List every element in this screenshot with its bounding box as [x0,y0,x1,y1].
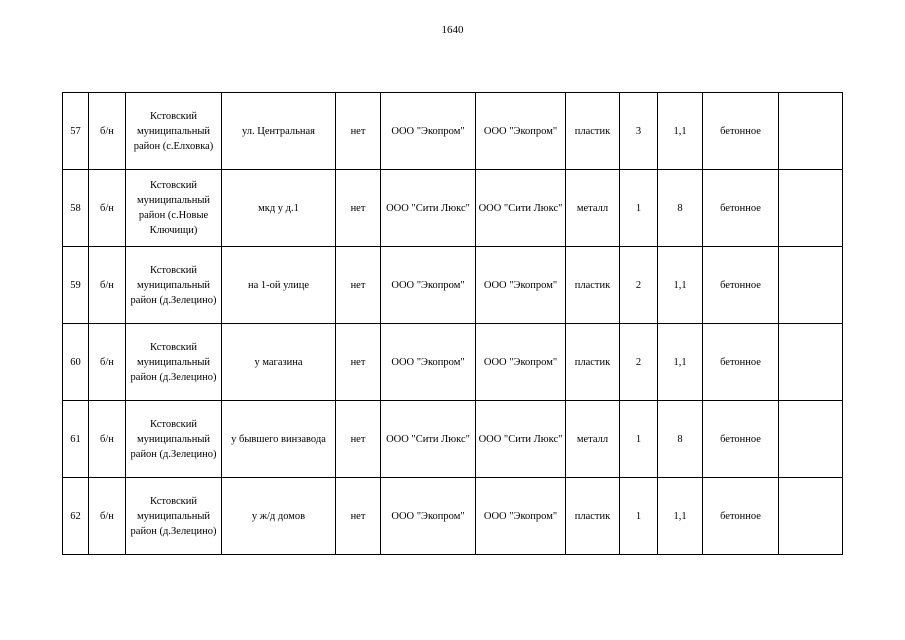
district: Кстовский муниципальный район (с.Елховка) [126,93,222,170]
owner: ООО "Сити Люкс" [381,401,476,478]
container-volume: 1,1 [658,324,703,401]
table-row [63,324,843,401]
row-number: 58 [63,170,89,247]
registration-number: б/н [89,478,126,555]
table-row [63,401,843,478]
row-number: 59 [63,247,89,324]
container-count: 2 [620,324,658,401]
container-volume: 1,1 [658,93,703,170]
container-count: 2 [620,247,658,324]
surface-type: бетонное [703,478,779,555]
owner: ООО "Экопром" [381,478,476,555]
district: Кстовский муниципальный район (д.Зелецино) [126,478,222,555]
registration-number: б/н [89,247,126,324]
extra-cell [779,478,843,555]
registration-number: б/н [89,324,126,401]
owner: ООО "Сити Люкс" [381,170,476,247]
surface-type: бетонное [703,170,779,247]
container-volume: 1,1 [658,478,703,555]
table-row [63,247,843,324]
operator: ООО "Экопром" [476,324,566,401]
operator: ООО "Сити Люкс" [476,401,566,478]
registration-number: б/н [89,401,126,478]
district: Кстовский муниципальный район (д.Зелецино) [126,247,222,324]
owner: ООО "Экопром" [381,324,476,401]
flag-none: нет [336,247,381,324]
extra-cell [779,401,843,478]
container-material: металл [566,401,620,478]
table-row [63,478,843,555]
surface-type: бетонное [703,401,779,478]
registry-table [62,92,843,555]
flag-none: нет [336,170,381,247]
owner: ООО "Экопром" [381,93,476,170]
container-material: пластик [566,247,620,324]
registration-number: б/н [89,93,126,170]
district: Кстовский муниципальный район (д.Зелецино) [126,401,222,478]
extra-cell [779,247,843,324]
district: Кстовский муниципальный район (с.Новые Ключищи) [126,170,222,247]
container-material: пластик [566,93,620,170]
surface-type: бетонное [703,247,779,324]
address: у ж/д домов [222,478,336,555]
flag-none: нет [336,401,381,478]
container-count: 1 [620,170,658,247]
district: Кстовский муниципальный район (д.Зелецино) [126,324,222,401]
container-material: пластик [566,324,620,401]
page-number: 1640 [441,24,464,36]
owner: ООО "Экопром" [381,247,476,324]
row-number: 62 [63,478,89,555]
operator: ООО "Экопром" [476,478,566,555]
container-count: 3 [620,93,658,170]
container-count: 1 [620,401,658,478]
container-material: пластик [566,478,620,555]
container-material: металл [566,170,620,247]
address: ул. Центральная [222,93,336,170]
extra-cell [779,170,843,247]
surface-type: бетонное [703,324,779,401]
operator: ООО "Экопром" [476,247,566,324]
operator: ООО "Сити Люкс" [476,170,566,247]
address: мкд у д.1 [222,170,336,247]
address: на 1-ой улице [222,247,336,324]
address: у магазина [222,324,336,401]
container-volume: 8 [658,401,703,478]
extra-cell [779,324,843,401]
container-count: 1 [620,478,658,555]
table-row [63,170,843,247]
surface-type: бетонное [703,93,779,170]
flag-none: нет [336,93,381,170]
address: у бывшего винзавода [222,401,336,478]
registration-number: б/н [89,170,126,247]
row-number: 61 [63,401,89,478]
flag-none: нет [336,324,381,401]
row-number: 57 [63,93,89,170]
container-volume: 1,1 [658,247,703,324]
extra-cell [779,93,843,170]
container-volume: 8 [658,170,703,247]
flag-none: нет [336,478,381,555]
operator: ООО "Экопром" [476,93,566,170]
table-row [63,93,843,170]
row-number: 60 [63,324,89,401]
